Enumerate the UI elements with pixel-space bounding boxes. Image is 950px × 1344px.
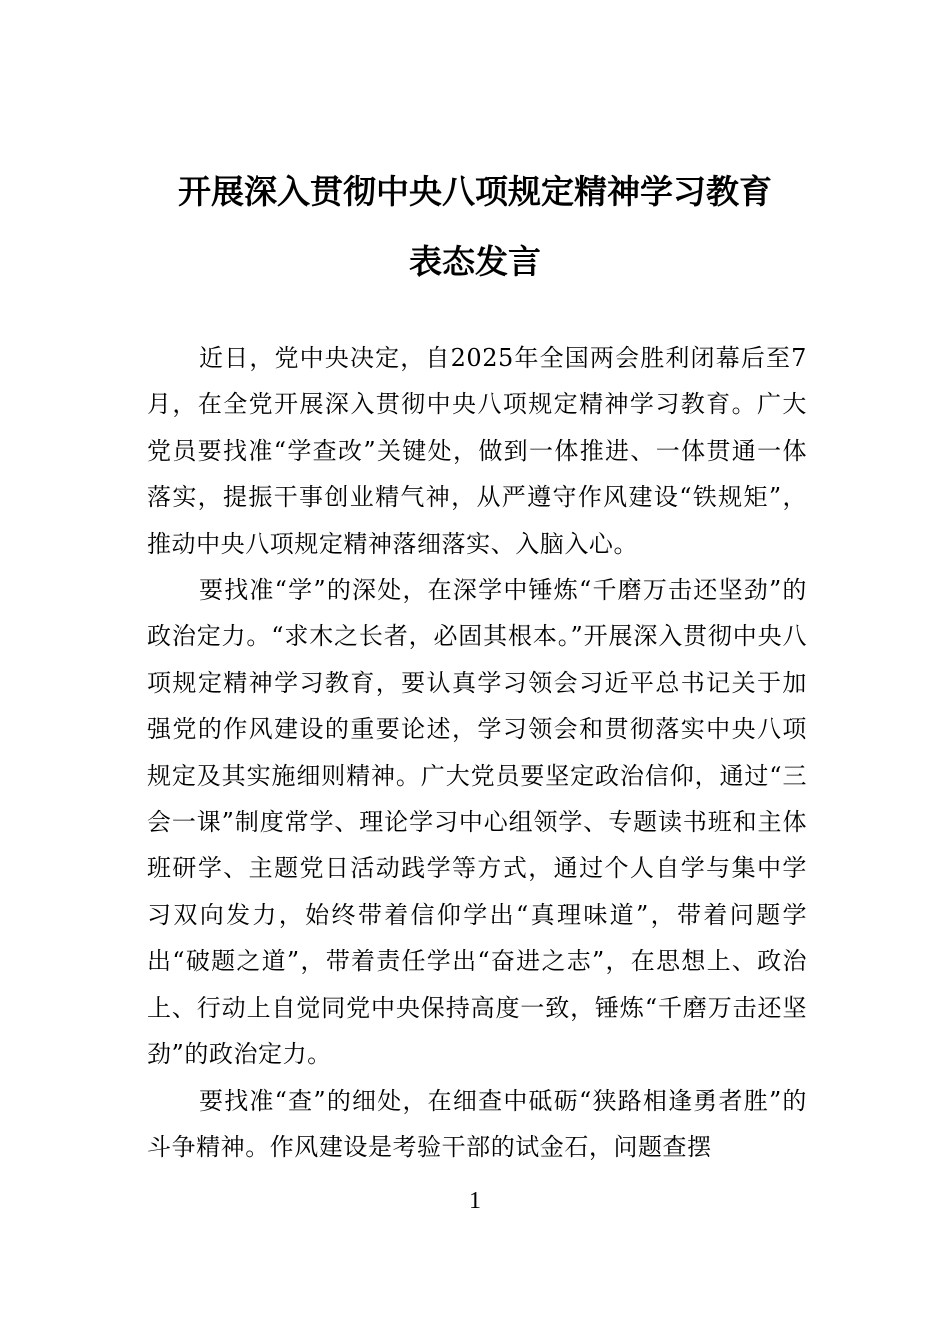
body-paragraph-3: 要找准“查”的细处，在细查中砥砺“狭路相逢勇者胜”的斗争精神。作风建设是考验干部的试金石，问题查摆 bbox=[147, 1086, 807, 1161]
page-number: 1 bbox=[469, 1188, 481, 1214]
body-paragraph-2: 要找准“学”的深处，在深学中锤炼“千磨万击还坚劲”的政治定力。“求木之长者，必固其根本。”开展深入贯彻中央八项规定精神学习教育，要认真学习领会习近平总书记关于加强党的作风建设的重要论述，学习领会和贯彻落实中央八项规定及其实施细则精神。广大党员要坚定政治信仰，通过“三会一课”制度常学、理论学习中心组领学、专题读书班和主体班研学、主题党日活动践学等方式，通过个人自学与集中学习双向发力，始终带着信仰学出“真理味道”，带着问题学出“破题之道”，带着责任学出“奋进之志”，在思想上、政治上、行动上自觉同党中央保持高度一致，锤炼“千磨万击还坚劲”的政治定力。 bbox=[147, 576, 807, 1069]
document-title-line-1: 开展深入贯彻中央八项规定精神学习教育 bbox=[178, 172, 772, 211]
document-body bbox=[147, 335, 807, 1170]
document-title-line-2: 表态发言 bbox=[409, 242, 541, 281]
body-paragraph-1: 近日，党中央决定，自2025年全国两会胜利闭幕后至7月，在全党开展深入贯彻中央八项规定精神学习教育。广大党员要找准“学查改”关键处，做到一体推进、一体贯通一体落实，提振干事创业精气神，从严遵守作风建设“铁规矩”，推动中央八项规定精神落细落实、入脑入心。 bbox=[147, 344, 807, 558]
